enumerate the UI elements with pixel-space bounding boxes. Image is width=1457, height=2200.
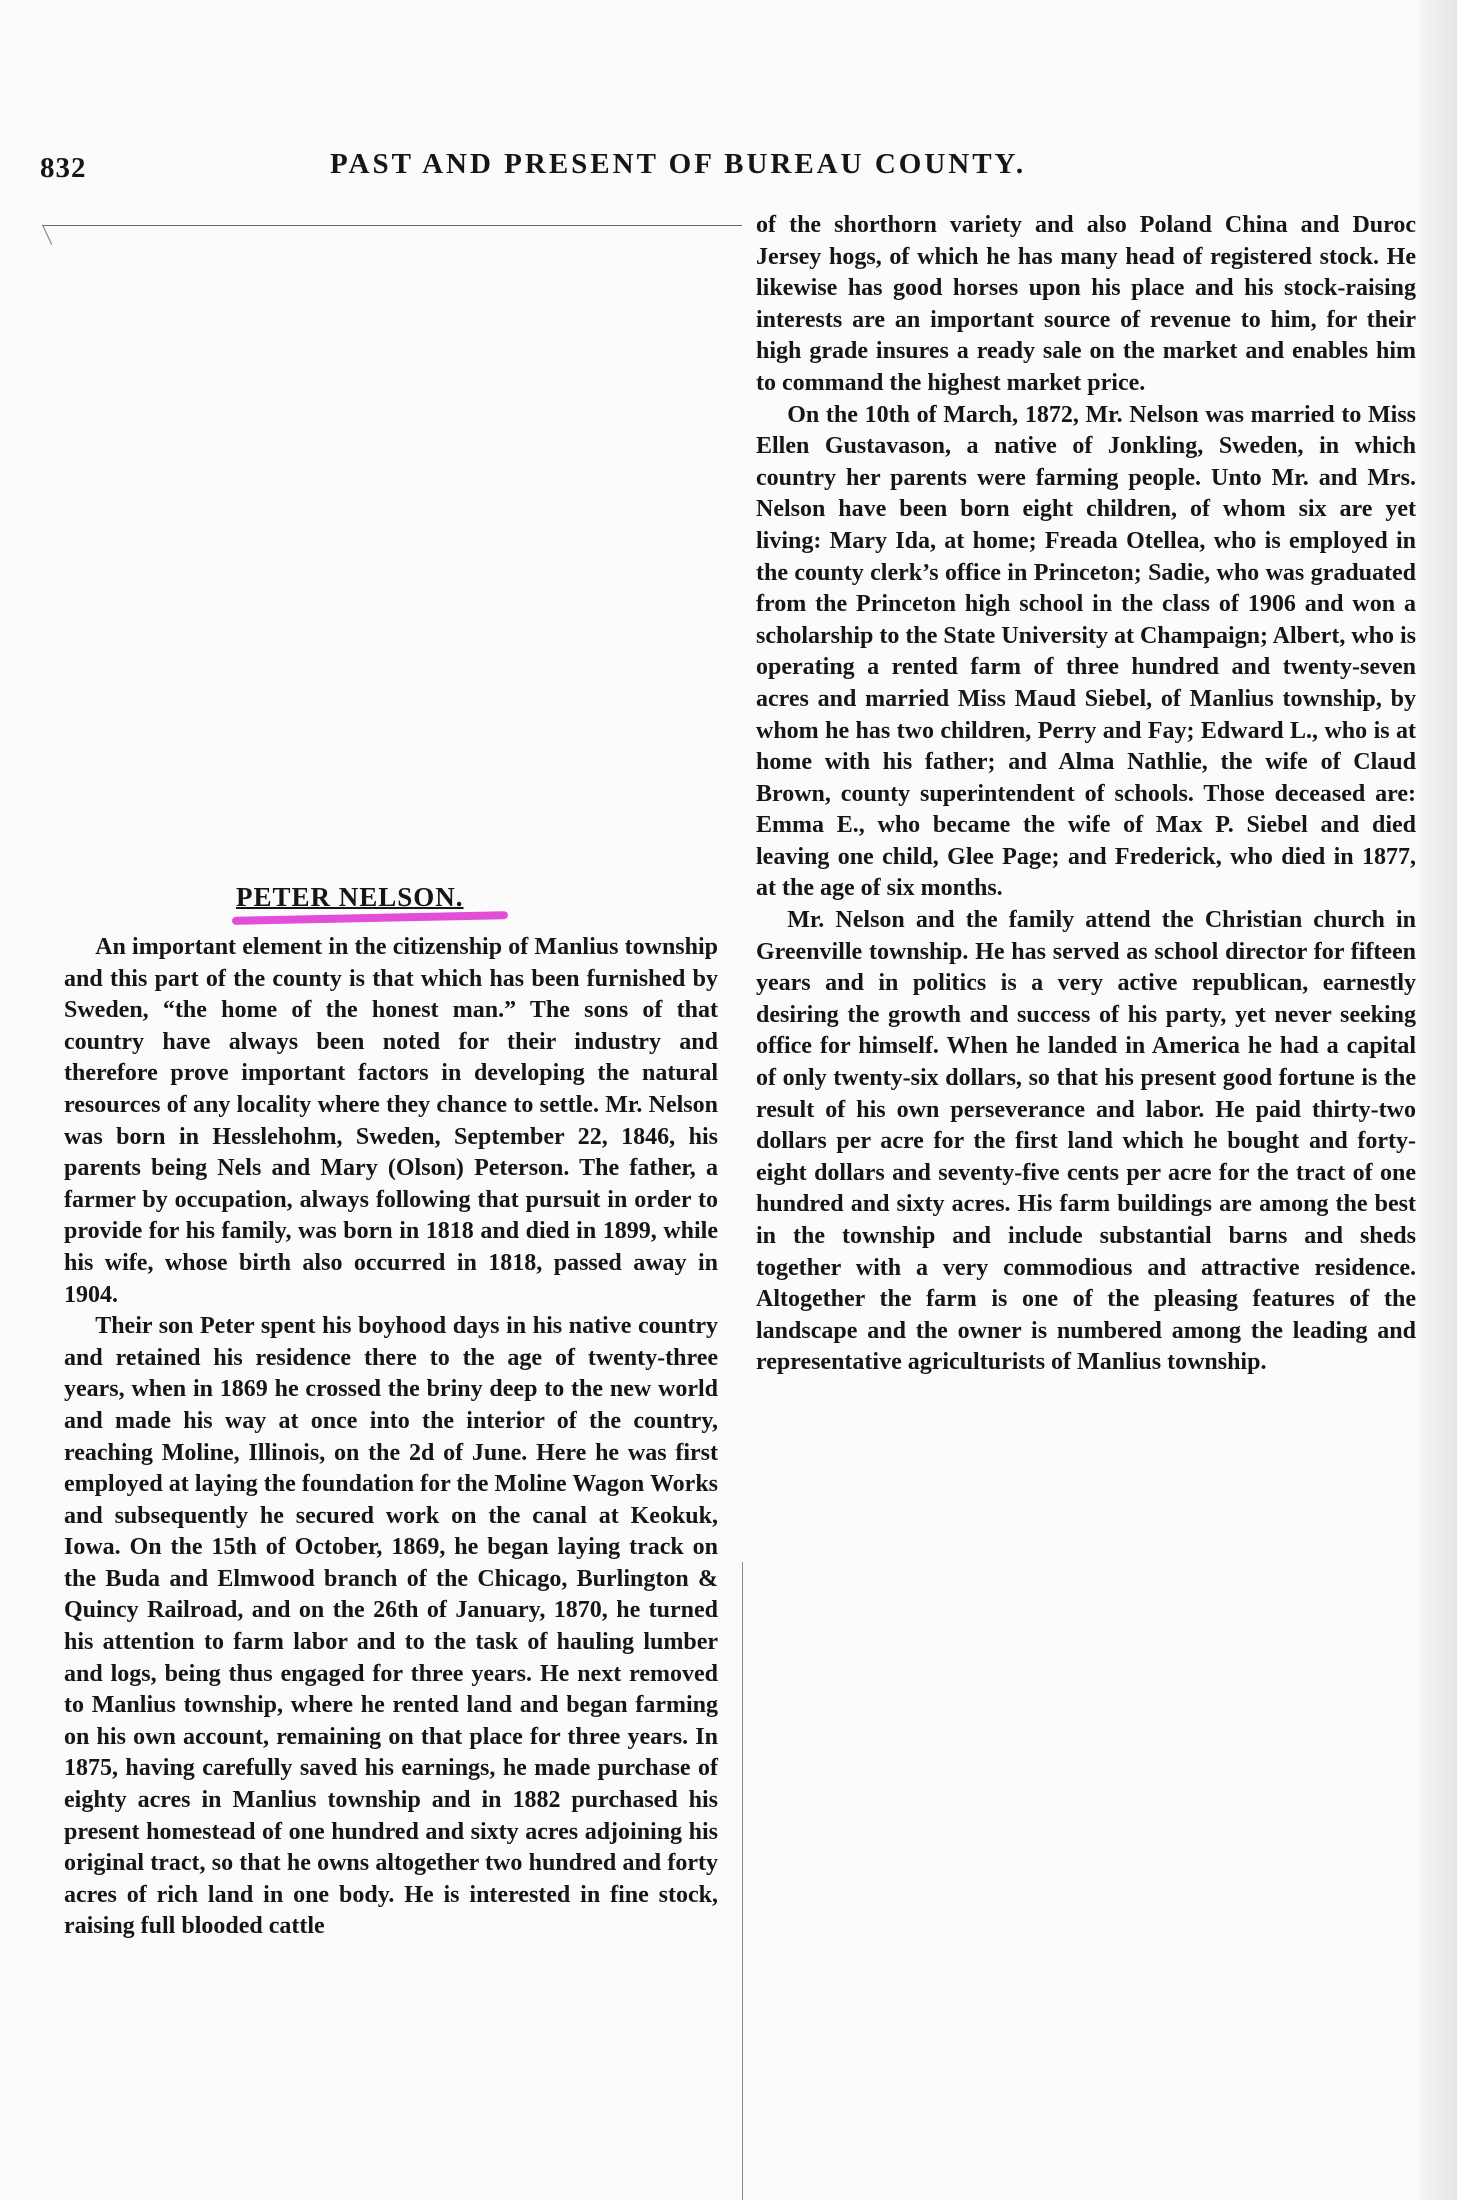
highlighter-mark (232, 911, 508, 925)
paragraph: Their son Peter spent his boyhood days in his native country and retained his residence there to the age of twenty-three years, when in 1869 he crossed the briny deep to the new world and made his way at once into the interior of the country, reaching Moline, Illinois, on the 2d of June. Here he was first employed at laying the foundation for the Moline Wagon Works and subsequently he secured work on the canal at Keokuk, Iowa. On the 15th of October, 1869, he began laying track on the Buda and Elmwood branch of the Chicago, Burlington & Quincy Railroad, and on the 26th of January, 1870, he turned his attention to farm labor and to the task of hauling lumber and logs, being thus engaged for three years. He next removed to Manlius township, where he rented land and began farming on his own account, remaining on that place for three years. In 1875, having carefully saved his earnings, he made purchase of eighty acres in Manlius township and in 1882 purchased his present homestead of one hundred and sixty acres adjoining his original tract, so that he owns altogether two hundred and forty acres of rich land in one body. He is interested in fine stock, raising full blooded cattle (64, 1313, 718, 1940)
page-number: 832 (40, 152, 87, 184)
paragraph: An important element in the citizenship of Manlius township and this part of the county is that which has been furnished by Sweden, “the home of the honest man.” The sons of that country have always been noted for their industry and therefore prove important factors in developing the natural resources of any locality where they chance to settle. Mr. Nelson was born in Hesslehohm, Sweden, September 22, 1846, his parents being Nels and Mary (Olson) Peterson. The father, a farmer by occupation, always following that pursuit in order to provide for his family, was born in 1818 and died in 1899, while his wife, whose birth also occurred in 1818, passed away in 1904. (64, 934, 718, 1308)
clipping-cut-corner (42, 225, 52, 245)
article-title: PETER NELSON. (236, 882, 464, 912)
running-head: PAST AND PRESENT OF BUREAU COUNTY. (330, 148, 1027, 180)
right-text-column (756, 210, 1416, 1379)
clipping-cut-line (42, 225, 742, 226)
page-edge-shadow (1420, 0, 1457, 2200)
left-text-column (64, 932, 718, 1943)
paragraph: On the 10th of March, 1872, Mr. Nelson was married to Miss Ellen Gustavason, a native of Jonkling, Sweden, in which country her parents were farming people. Unto Mr. and Mrs. Nelson have been born eight children, of whom six are yet living: Mary Ida, at home; Freada Otellea, who is employed in the county clerk’s office in Princeton; Sadie, who was graduated from the Princeton high school in the class of 1906 and won a scholarship to the State University at Champaign; Albert, who is operating a rented farm of three hundred and twenty-seven acres and married Miss Maud Siebel, of Manlius township, by whom he has two children, Perry and Fay; Edward L., who is at home with his father; and Alma Nathlie, the wife of Claud Brown, county superintendent of schools. Those deceased are: Emma E., who became the wife of Max P. Siebel and died leaving one child, Glee Page; and Frederick, who died in 1877, at the age of six months. (756, 401, 1417, 902)
clipping-cut-edge (742, 1562, 743, 2200)
paragraph-continuation: of the shorthorn variety and also Poland China and Duroc Jersey hogs, of which he has many head of registered stock. He likewise has good horses upon his place and his stock-raising interests are an important source of revenue to him, for their high grade insures a ready sale on the market and enables him to command the highest market price. (756, 212, 1416, 396)
paragraph: Mr. Nelson and the family attend the Christian church in Greenville township. He has served as school director for fifteen years and in politics is a very active republican, earnestly desiring the growth and success of his party, yet never seeking office for himself. When he landed in America he had a capital of only twenty-six dollars, so that his present good fortune is the result of his own perseverance and labor. He paid thirty-two dollars per acre for the first land which he bought and forty-eight dollars and seventy-five cents per acre for the tract of one hundred and sixty acres. His farm buildings are among the best in the township and include substantial barns and sheds together with a very commodious and attractive residence. Altogether the farm is one of the pleasing features of the landscape and the owner is numbered among the leading and representative agriculturists of Manlius township. (756, 907, 1416, 1376)
